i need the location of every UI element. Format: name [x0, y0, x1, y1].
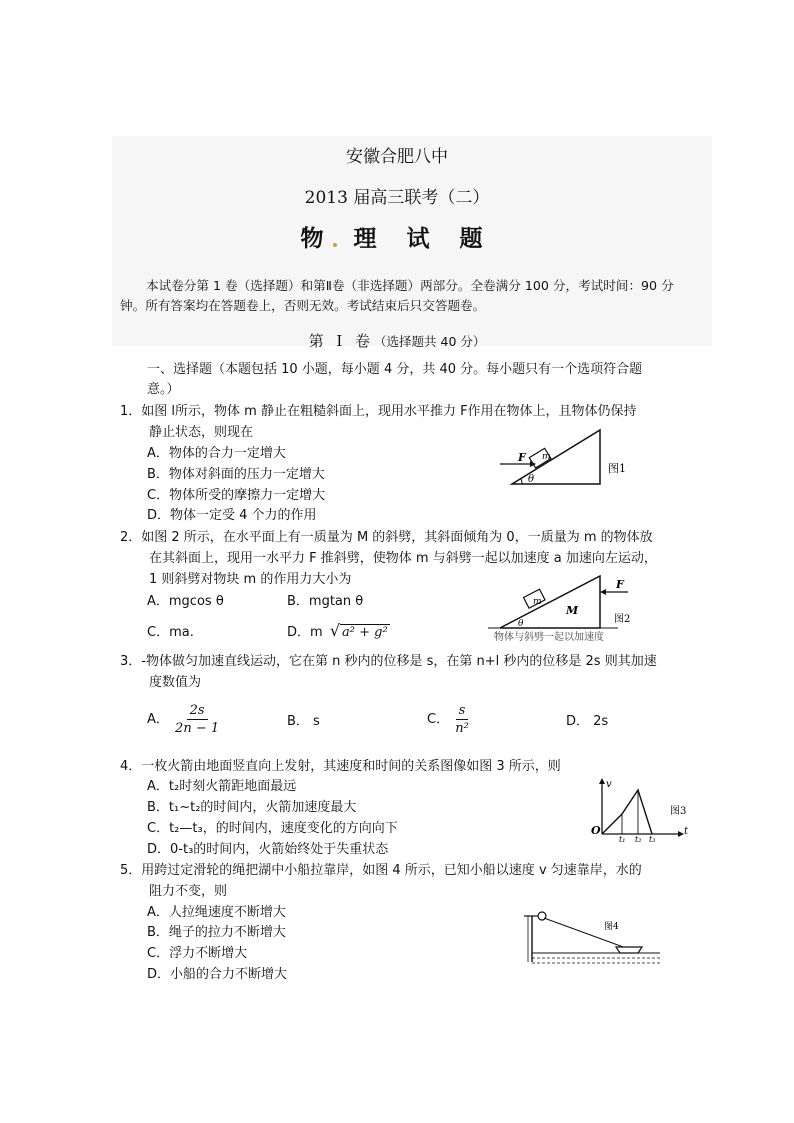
q2-option-d-sqrt: √ a² + g²	[329, 621, 388, 640]
q2-option-b: B．mgtan θ	[287, 594, 364, 609]
q2-option-c: C．ma.	[147, 625, 194, 640]
fig2-clipped-caption: 物体与斜劈一起以加速度	[494, 632, 604, 643]
q3-option-c-label: C．	[427, 712, 450, 727]
figure-2	[488, 572, 638, 643]
part-heading	[0, 330, 794, 351]
fig3-velocity-curve	[602, 790, 652, 834]
fig1-force-label: F	[518, 451, 526, 464]
subject-title: 物 理 试 题	[300, 225, 494, 252]
figure-1	[500, 426, 650, 488]
q3-option-a-fraction	[173, 702, 221, 737]
q3-option-c-numerator: s	[456, 702, 469, 720]
fig2-wedge	[500, 576, 600, 628]
section-heading: 一、选择题（本题包括 10 小题，每小题 4 分，共 40 分。每小题只有一个选项符合题	[147, 362, 643, 377]
q5-option-a: A．人拉绳速度不断增大	[147, 905, 286, 920]
fig3-tick-t2: t₂	[635, 835, 642, 844]
q2-stem-cont-1: 在其斜面上，现用一水平力 F 推斜劈，使物体 m 与斜劈一起以加速度 a 加速向左运动，	[149, 551, 657, 566]
q5-option-c: C．浮力不断增大	[147, 946, 248, 961]
fig3-tick-t1: t₁	[619, 835, 626, 844]
q1-option-c: C．物体所受的摩擦力一定增大	[147, 488, 326, 503]
q2-stem-cont-2: 1 则斜劈对物块 m 的作用力大小为	[149, 572, 352, 587]
figure-4	[520, 908, 670, 970]
q3-option-a-denominator: 2n − 1	[175, 721, 220, 736]
q4-stem: 4．一枚火箭由地面竖直向上发射，其速度和时间的关系图像如图 3 所示，则	[120, 759, 561, 774]
q3-option-c	[427, 702, 471, 737]
fig1-mass-label: m	[542, 452, 551, 462]
q5-option-d: D．小船的合力不断增大	[147, 967, 288, 982]
fig3-tick-t3: t₃	[649, 835, 656, 844]
q4-option-d: D．0-t₃的时间内，火箭始终处于失重状态	[147, 842, 389, 857]
school-name: 安徽合肥八中	[346, 147, 448, 167]
section-heading-cont: 意。）	[147, 382, 180, 397]
fig2-small-mass-label: m	[533, 597, 542, 607]
q3-option-d: D． 2s	[566, 714, 609, 729]
q3-option-c-fraction	[453, 702, 471, 737]
fig4-boat	[616, 947, 642, 953]
q3-option-b: B． s	[287, 714, 320, 729]
fig3-v-label: v	[606, 779, 612, 790]
q2-option-d-prefix: D．m	[287, 625, 323, 640]
q4-option-c: C．t₂—t₃，的时间内，速度变化的方向向下	[147, 821, 398, 836]
q2-stem: 2．如图 2 所示，在水平面上有一质量为 M 的斜劈，其斜面倾角为 0，一质量为 m 的物体放	[120, 530, 653, 545]
exam-instructions: 本试卷分第 1 卷（选择题）和第Ⅱ卷（非选择题）两部分。全卷满分 100 分，考试时间：90 分钟。所有答案均在答题卷上，否则无效。考试结束后只交答题卷。	[120, 278, 674, 313]
fig2-arrowhead	[600, 589, 606, 595]
fig1-angle-label: θ	[528, 474, 535, 485]
q1-stem: 1．如图 l所示，物体 m 静止在粗糙斜面上，现用水平推力 F作用在物体上，且物体仍保持	[120, 404, 637, 419]
q1-option-b: B．物体对斜面的压力一定增大	[147, 467, 325, 482]
q3-option-a-label: A．	[147, 712, 169, 727]
fig3-v-arrowhead	[599, 778, 605, 784]
part-note: （选择题共 40 分）	[374, 334, 486, 349]
q3-option-a	[147, 702, 221, 737]
q5-option-b: B．绳子的拉力不断增大	[147, 925, 286, 940]
fig3-t-label: t	[684, 826, 689, 837]
q2-option-a: A．mgcos θ	[147, 594, 224, 609]
exam-title: 2013 届高三联考（二）	[304, 188, 490, 208]
q1-option-a: A．物体的合力一定增大	[147, 446, 286, 461]
q5-stem-cont: 阻力不变，则	[149, 884, 228, 899]
fig4-caption: 图4	[604, 922, 619, 932]
q3-stem-cont: 度数值为	[149, 675, 202, 690]
part-title: 第 Ⅰ 卷	[308, 332, 375, 350]
fig3-origin-label: O	[591, 824, 601, 837]
q3-stem: 3．-物体做匀加速直线运动，它在第 n 秒内的位移是 s，在第 n+l 秒内的位移是 2s 则其加速	[120, 654, 657, 669]
q4-option-b: B．t₁~t₂的时间内，火箭加速度最大	[147, 800, 357, 815]
fig2-caption: 图2	[614, 614, 631, 625]
q5-stem: 5．用跨过定滑轮的绳把湖中小船拉靠岸，如图 4 所示，已知小船以速度 v 匀速靠岸，水的	[120, 863, 642, 878]
q2-option-d-radicand: a² + g²	[342, 625, 388, 640]
fig1-caption: 图1	[608, 462, 626, 475]
fig2-force-label: F	[616, 578, 624, 591]
q4-option-a: A．t₂时刻火箭距地面最远	[147, 779, 297, 794]
fig2-big-mass-label: M	[566, 604, 579, 617]
q1-stem-cont: 静止状态，则现在	[149, 425, 254, 440]
fig3-caption: 图3	[670, 806, 687, 817]
q3-option-c-denominator: n²	[455, 721, 469, 736]
q3-option-a-numerator: 2s	[187, 702, 208, 720]
q1-option-d: D．物体一定受 4 个力的作用	[147, 508, 317, 523]
fig2-angle-label: θ	[518, 619, 524, 629]
q2-option-d	[287, 621, 390, 643]
figure-3	[588, 778, 698, 842]
